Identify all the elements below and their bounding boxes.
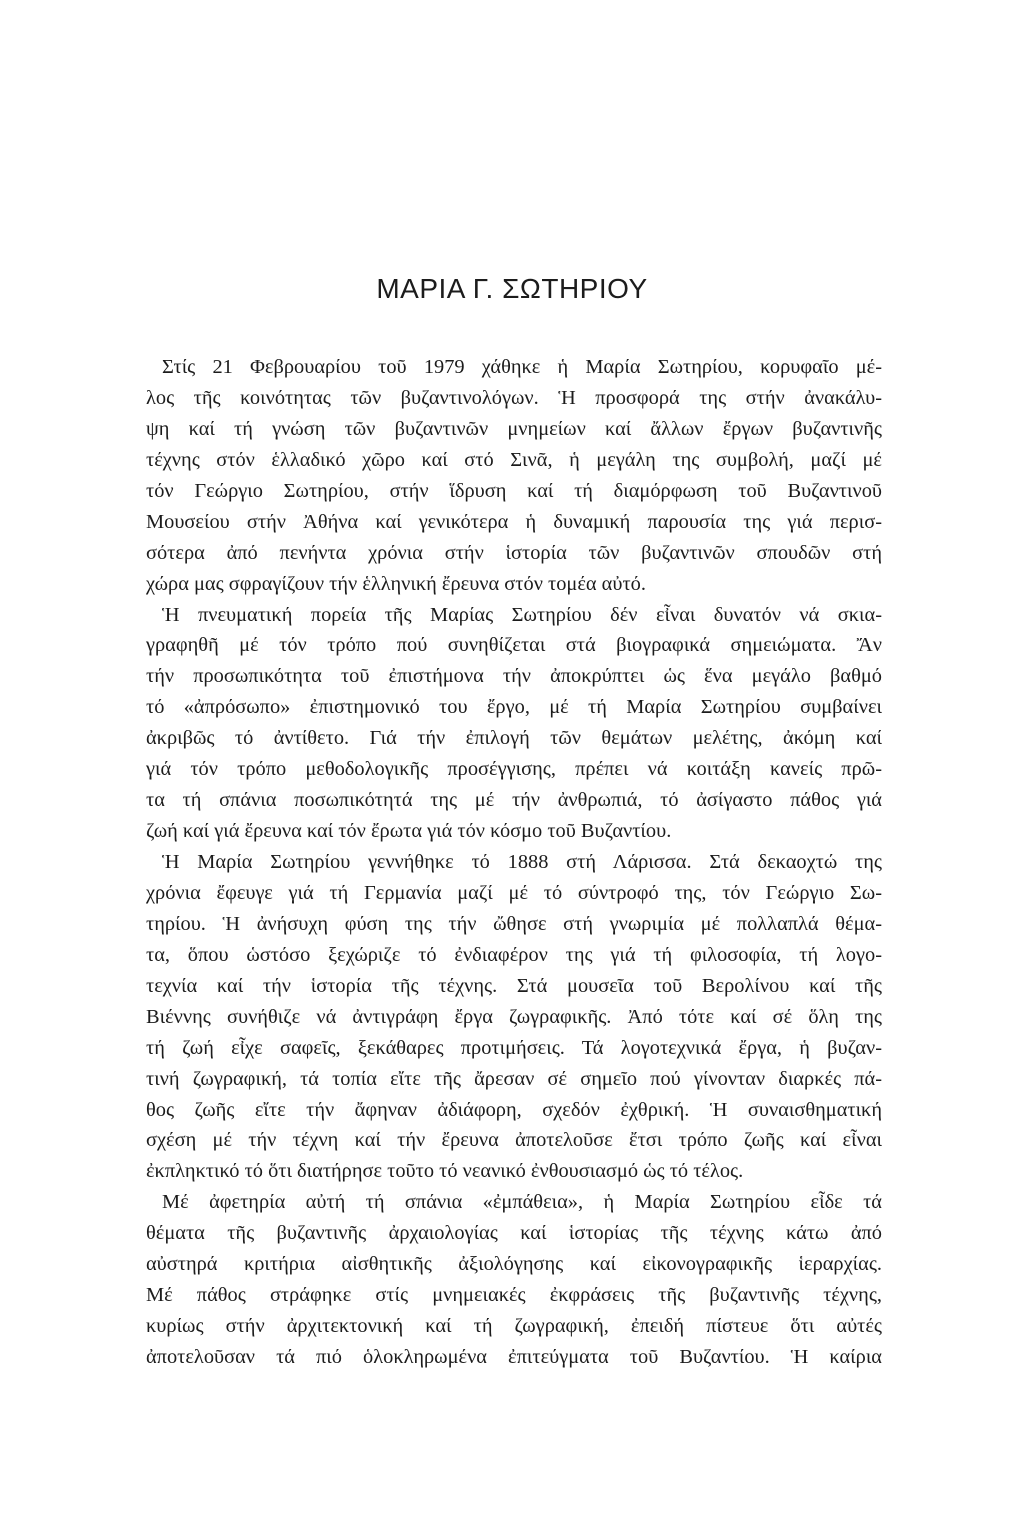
text-line: τήν προσωπικότητα τοῦ ἐπιστήμονα τήν ἀποκρύπτει ὡς ἕνα μεγάλο βαθμό — [146, 665, 882, 688]
text-line: ζωή καί γιά ἔρευνα καί τόν ἔρωτα γιά τόν κόσμο τοῦ Βυζαντίου. — [146, 820, 672, 843]
text-line: Βιέννης συνήθιζε νά ἀντιγράφη ἔργα ζωγραφικῆς. Ἀπό τότε καί σέ ὅλη της — [146, 1005, 882, 1028]
text-line: χώρα μας σφραγίζουν τήν ἑλληνική ἔρευνα στόν τομέα αὐτό. — [146, 572, 646, 595]
page-title: ΜΑΡΙΑ Γ. ΣΩΤΗΡΙΟΥ — [376, 273, 648, 304]
text-line: αὐστηρά κριτήρια αἰσθητικῆς ἀξιολόγησης καί εἰκονογραφικῆς ἱεραρχίας. — [146, 1253, 882, 1276]
text-line: θέματα τῆς βυζαντινῆς ἀρχαιολογίας καί ἱστορίας τῆς τέχνης κάτω ἀπό — [146, 1222, 882, 1245]
text-line: θος ζωῆς εἴτε τήν ἄφηναν ἀδιάφορη, σχεδόν ἐχθρική. Ἡ συναισθηματική — [146, 1098, 882, 1121]
text-line: κυρίως στήν ἀρχιτεκτονική καί τή ζωγραφική, ἐπειδή πίστευε ὅτι αὐτές — [146, 1315, 882, 1338]
text-line: ἐκπληκτικό τό ὅτι διατήρησε τοῦτο τό νεανικό ἐνθουσιασμό ὡς τό τέλος. — [146, 1160, 744, 1183]
text-line: τινή ζωγραφική, τά τοπία εἴτε τῆς ἄρεσαν σέ σημεῖο πού γίνονταν διαρκές πά- — [146, 1067, 882, 1090]
body-text — [146, 352, 882, 1373]
text-line: γραφηθῆ μέ τόν τρόπο πού συνηθίζεται στά βιογραφικά σημειώματα. Ἄν — [146, 634, 882, 657]
text-line: τα τή σπάνια ποσωπικότητά της μέ τήν ἀνθρωπιά, τό ἀσίγαστο πάθος γιά — [146, 789, 882, 812]
text-line: τόν Γεώργιο Σωτηρίου, στήν ἵδρυση καί τή διαμόρφωση τοῦ Βυζαντινοῦ — [146, 479, 882, 502]
text-line: Ἡ πνευματική πορεία τῆς Μαρίας Σωτηρίου δέν εἶναι δυνατόν νά σκια- — [162, 603, 882, 626]
text-line: γιά τόν τρόπο μεθοδολογικῆς προσέγγισης, πρέπει νά κοιτάξη κανείς πρῶ- — [146, 758, 882, 781]
text-line: τα, ὅπου ὡστόσο ξεχώριζε τό ἐνδιαφέρον της γιά τή φιλοσοφία, τή λογο- — [146, 943, 882, 966]
text-line: τή ζωή εἶχε σαφεῖς, ξεκάθαρες προτιμήσεις. Τά λογοτεχνικά ἔργα, ἡ βυζαν- — [146, 1036, 882, 1059]
text-line: τεχνία καί τήν ἱστορία τῆς τέχνης. Στά μουσεῖα τοῦ Βερολίνου καί τῆς — [146, 974, 882, 997]
text-line: λος τῆς κοινότητας τῶν βυζαντινολόγων. Ἡ προσφορά της στήν ἀνακάλυ- — [146, 386, 882, 409]
text-line: σότερα ἀπό πενήντα χρόνια στήν ἱστορία τῶν βυζαντινῶν σπουδῶν στή — [146, 541, 882, 564]
text-line: τό «ἀπρόσωπο» ἐπιστημονικό του ἔργο, μέ τή Μαρία Σωτηρίου συμβαίνει — [146, 696, 882, 719]
text-line: σχέση μέ τήν τέχνη καί τήν ἔρευνα ἀποτελοῦσε ἔτσι τρόπο ζωῆς καί εἶναι — [146, 1129, 882, 1152]
text-line: ψη καί τή γνώση τῶν βυζαντινῶν μνημείων καί ἄλλων ἔργων βυζαντινῆς — [146, 417, 882, 440]
text-line: Ἡ Μαρία Σωτηρίου γεννήθηκε τό 1888 στή Λάρισσα. Στά δεκαοχτώ της — [162, 851, 882, 873]
text-line: Μέ πάθος στράφηκε στίς μνημειακές ἐκφράσεις τῆς βυζαντινῆς τέχνης, — [146, 1284, 882, 1307]
text-line: Στίς 21 Φεβρουαρίου τοῦ 1979 χάθηκε ἡ Μαρία Σωτηρίου, κορυφαῖο μέ- — [162, 356, 882, 378]
text-line: Μέ ἀφετηρία αὐτή τή σπάνια «ἐμπάθεια», ἡ Μαρία Σωτηρίου εἶδε τά — [162, 1191, 882, 1214]
text-line: ἀποτελοῦσαν τά πιό ὁλοκληρωμένα ἐπιτεύγματα τοῦ Βυζαντίου. Ἡ καίρια — [146, 1346, 882, 1368]
text-line: Μουσείου στήν Ἀθήνα καί γενικότερα ἡ δυναμική παρουσία της γιά περισ- — [146, 510, 882, 533]
text-line: χρόνια ἔφευγε γιά τή Γερμανία μαζί μέ τό σύντροφό της, τόν Γεώργιο Σω- — [146, 881, 882, 904]
text-line: τέχνης στόν ἑλλαδικό χῶρο καί στό Σινᾶ, ἡ μεγάλη της συμβολή, μαζί μέ — [146, 448, 882, 471]
text-line: ἀκριβῶς τό ἀντίθετο. Γιά τήν ἐπιλογή τῶν θεμάτων μελέτης, ἀκόμη καί — [146, 727, 882, 750]
text-line: τηρίου. Ἡ ἀνήσυχη φύση της τήν ὤθησε στή γνωριμία μέ πολλαπλά θέμα- — [146, 912, 882, 935]
